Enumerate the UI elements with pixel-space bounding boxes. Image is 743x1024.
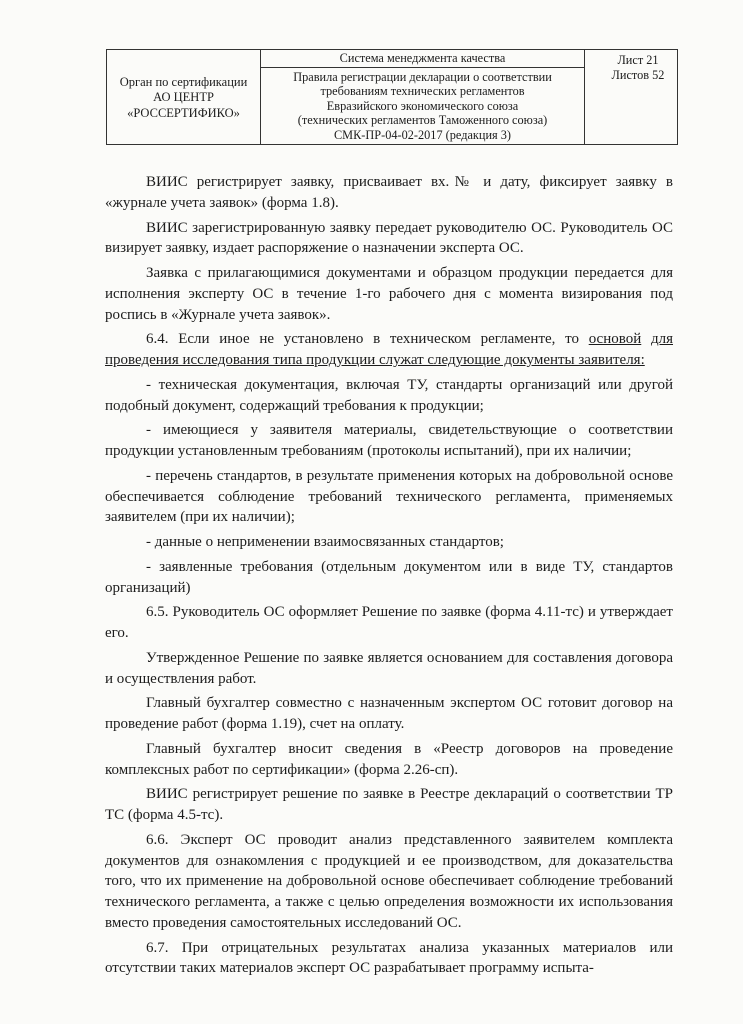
rules-line-2: требованиям технических регламентов (320, 84, 525, 99)
org-line-3: «РОССЕРТИФИКО» (127, 105, 240, 120)
section-6-6: 6.6. Эксперт ОС проводит анализ представленного заявителем комплекта документов для ознакомления с продукцией и ее производством, для доказательства того, что их применение на добровольной основе обеспечивает соблюдение требований технического регламента, а также с целью определения возможности их использования вместо проведения самостоятельных исследований ОС. (105, 831, 673, 931)
paragraph: Главный бухгалтер вносит сведения в «Реестр договоров на проведение комплексных работ по сертификации» (форма 2.26-сп). (105, 740, 673, 778)
rules-line-1: Правила регистрации декларации о соответствии (293, 70, 552, 84)
section-6-4-lead: 6.4. Если иное не установлено в техническом регламенте, то (146, 331, 579, 348)
underlined-text: для проведения исследования типа продукции служат следующие документы заявителя: (105, 331, 673, 368)
sheet-cell (585, 50, 678, 145)
underlined-text: основой (588, 331, 642, 348)
rules-line-5: СМК-ПР-04-02-2017 (редакция 3) (333, 127, 512, 142)
paragraph: ВИИС зарегистрированную заявку передает руководителю ОС. Руководитель ОС визирует заявку, издает распоряжение о назначении эксперта ОС. (105, 219, 673, 257)
sheet-number: Лист 21 (617, 53, 659, 67)
paragraph: ВИИС регистрирует заявку, присваивает вх.№ и дату, фиксирует заявку в «журнале учета заявок» (форма 1.8). (105, 174, 673, 211)
section-6-5: 6.5. Руководитель ОС оформляет Решение по заявке (форма 4.11-тс) и утверждает его. (105, 604, 673, 641)
rules-line-3: Евразийского экономического союза (326, 98, 519, 113)
organization-cell (107, 50, 261, 145)
rules-line-4: (технических регламентов Таможенного союза) (297, 113, 548, 128)
sheet-total: Листов 52 (611, 68, 665, 82)
document-body (105, 172, 673, 979)
org-line-2: АО ЦЕНТР (153, 90, 214, 105)
section-6-4 (105, 329, 673, 371)
bullet-item: - техническая документация, включая ТУ, стандарты организаций или другой подобный документ, содержащий требования к продукции; (105, 376, 673, 414)
org-line-1: Орган по сертификации (119, 74, 248, 89)
document-header-table (106, 49, 678, 145)
paragraph: Главный бухгалтер совместно с назначенным экспертом ОС готовит договор на проведение работ (форма 1.19), счет на оплату. (105, 695, 673, 732)
bullet-item: - заявленные требования (отдельным документом или в виде ТУ, стандартов организаций) (105, 558, 673, 596)
system-cell: Система менеджмента качества (261, 50, 585, 68)
bullet-item: - перечень стандартов, в результате применения которых на добровольной основе обеспечивается соблюдение требований технического регламента, применяемых заявителем (при их наличии); (105, 467, 673, 526)
rules-title-cell (261, 68, 585, 145)
paragraph: ВИИС регистрирует решение по заявке в Реестре деклараций о соответствии ТР ТС (форма 4.5-тс). (105, 786, 673, 823)
paragraph: Утвержденное Решение по заявке является основанием для составления договора и осуществления работ. (105, 649, 673, 687)
bullet-item: - имеющиеся у заявителя материалы, свидетельствующие о соответствии продукции установленным требованиям (протоколы испытаний), при их наличии; (105, 422, 673, 459)
bullet-item: - данные о неприменении взаимосвязанных стандартов; (146, 534, 504, 550)
paragraph: Заявка с прилагающимися документами и образцом продукции передается для исполнения эксперту ОС в течение 1-го рабочего дня с момента визирования под роспись в «Журнале учета заявок». (105, 265, 673, 323)
section-6-7: 6.7. При отрицательных результатах анализа указанных материалов или отсутствии таких материалов эксперт ОС разрабатывает программу испыта- (105, 939, 673, 977)
